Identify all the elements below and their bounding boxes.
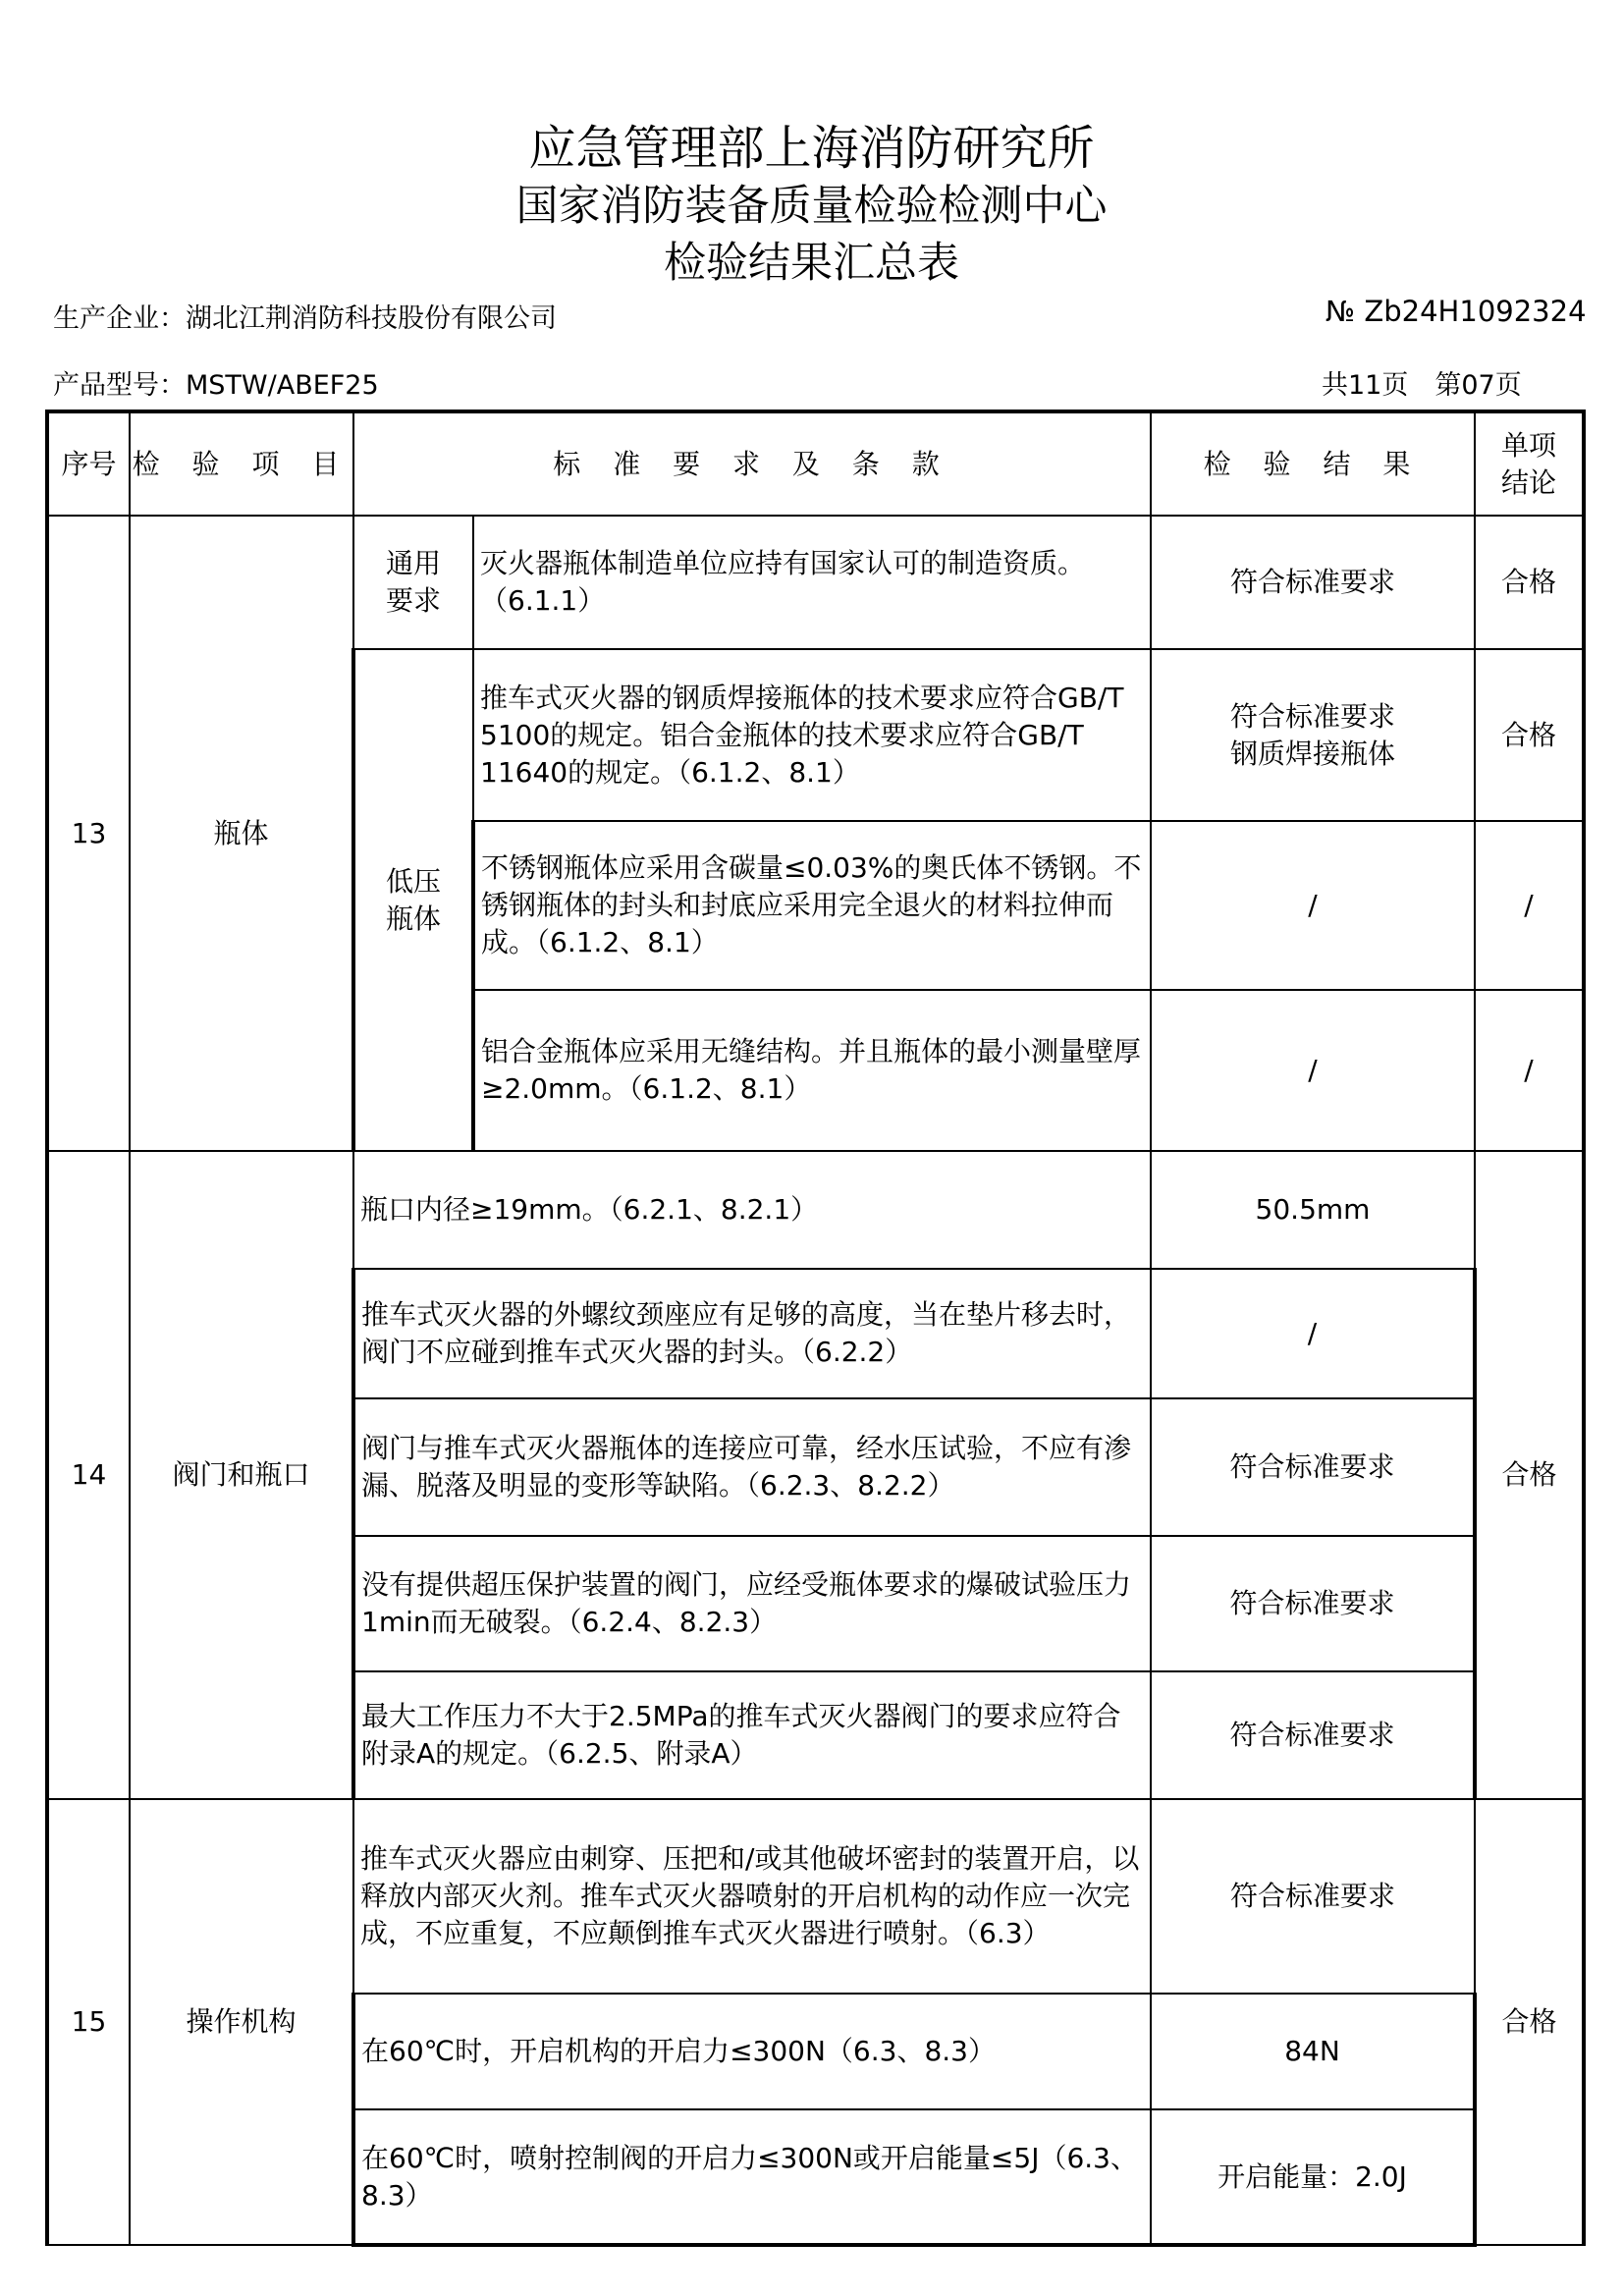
conclusion-cell: 合格	[1475, 649, 1584, 821]
item-cell: 操作机构	[130, 1799, 353, 2245]
seq-cell: 15	[47, 1799, 130, 2245]
seq-cell: 13	[47, 516, 130, 1151]
header-row	[47, 411, 1584, 516]
col-result: 检 验 结 果	[1151, 411, 1475, 516]
result-cell: 符合标准要求	[1151, 1671, 1475, 1799]
seq-cell: 14	[47, 1151, 130, 1799]
result-cell: 符合标准要求	[1151, 1799, 1475, 1994]
requirement-cell: 阀门与推车式灭火器瓶体的连接应可靠，经水压试验，不应有渗漏、脱落及明显的变形等缺陷。（6.2.3、8.2.2）	[353, 1398, 1151, 1536]
requirement-cell: 推车式灭火器的外螺纹颈座应有足够的高度，当在垫片移去时，阀门不应碰到推车式灭火器的封头。（6.2.2）	[353, 1269, 1151, 1398]
conclusion-cell: 合格	[1475, 516, 1584, 649]
result-cell: 开启能量：2.0J	[1151, 2109, 1475, 2245]
conclusion-cell: 合格	[1475, 1151, 1584, 1799]
conclusion-cell: /	[1475, 990, 1584, 1151]
result-line2: 钢质焊接瓶体	[1229, 737, 1395, 770]
center-title: 国家消防装备质量检验检测中心	[515, 182, 1108, 231]
requirement-cell: 不锈钢瓶体应采用含碳量≤0.03%的奥氏体不锈钢。不锈钢瓶体的封头和封底应采用完全退火的材料拉伸而成。（6.1.2、8.1）	[473, 821, 1151, 990]
result-cell: 符合标准要求	[1151, 1398, 1475, 1536]
requirement-cell: 瓶口内径≥19mm。（6.2.1、8.2.1）	[353, 1151, 1151, 1269]
conclusion-cell: /	[1475, 821, 1584, 990]
requirement-cell: 推车式灭火器的钢质焊接瓶体的技术要求应符合GB/T 5100的规定。铝合金瓶体的技术要求应符合GB/T 11640的规定。（6.1.2、8.1）	[473, 649, 1151, 821]
requirement-cell: 在60℃时，开启机构的开启力≤300N（6.3、8.3）	[353, 1994, 1151, 2109]
col-item: 检 验 项 目	[130, 411, 353, 516]
result-line1: 符合标准要求	[1229, 699, 1395, 733]
page-indicator: 共11页 第07页	[1322, 370, 1522, 401]
col-seq: 序号	[47, 411, 130, 516]
table-row	[47, 1151, 1584, 1269]
result-cell	[1151, 649, 1475, 821]
result-cell: 50.5mm	[1151, 1151, 1475, 1269]
table-row	[47, 516, 1584, 649]
col-conclusion-line2: 结论	[1500, 465, 1556, 499]
item-cell: 瓶体	[130, 516, 353, 1151]
requirement-cell: 在60℃时，喷射控制阀的开启力≤300N或开启能量≤5J（6.3、8.3）	[353, 2109, 1151, 2245]
sub-item-low-pressure	[353, 649, 473, 1151]
table-title: 检验结果汇总表	[664, 239, 959, 288]
result-cell: /	[1151, 821, 1475, 990]
manufacturer: 生产企业：湖北江荆消防科技股份有限公司	[53, 303, 557, 334]
result-cell: 符合标准要求	[1151, 1536, 1475, 1671]
sub-item-general-text: 通用要求	[385, 547, 441, 617]
institute-title: 应急管理部上海消防研究所	[528, 121, 1095, 176]
report-number: № Zb24H1092324	[1325, 295, 1587, 328]
requirement-cell: 推车式灭火器应由刺穿、压把和/或其他破坏密封的装置开启，以释放内部灭火剂。推车式灭火器喷射的开启机构的动作应一次完成，不应重复，不应颠倒推车式灭火器进行喷射。（6.3）	[353, 1799, 1151, 1994]
results-table	[45, 410, 1586, 2247]
table-row	[47, 1799, 1584, 1994]
result-cell: /	[1151, 1269, 1475, 1398]
col-conclusion-line1: 单项	[1500, 428, 1556, 462]
sub-item-low-text: 低压瓶体	[385, 864, 441, 935]
result-cell: 符合标准要求	[1151, 516, 1475, 649]
requirement-cell: 最大工作压力不大于2.5MPa的推车式灭火器阀门的要求应符合附录A的规定。（6.2.5、附录A）	[353, 1671, 1151, 1799]
result-cell: /	[1151, 990, 1475, 1151]
col-conclusion	[1475, 411, 1584, 516]
requirement-cell: 灭火器瓶体制造单位应持有国家认可的制造资质。（6.1.1）	[473, 516, 1151, 649]
product-model: 产品型号：MSTW/ABEF25	[53, 370, 379, 401]
conclusion-cell: 合格	[1475, 1799, 1584, 2245]
requirement-cell: 没有提供超压保护装置的阀门，应经受瓶体要求的爆破试验压力1min而无破裂。（6.2.4、8.2.3）	[353, 1536, 1151, 1671]
col-requirement: 标 准 要 求 及 条 款	[353, 411, 1151, 516]
sub-item-general	[353, 516, 473, 649]
item-cell: 阀门和瓶口	[130, 1151, 353, 1799]
requirement-cell: 铝合金瓶体应采用无缝结构。并且瓶体的最小测量壁厚≥2.0mm。（6.1.2、8.1）	[473, 990, 1151, 1151]
result-cell: 84N	[1151, 1994, 1475, 2109]
